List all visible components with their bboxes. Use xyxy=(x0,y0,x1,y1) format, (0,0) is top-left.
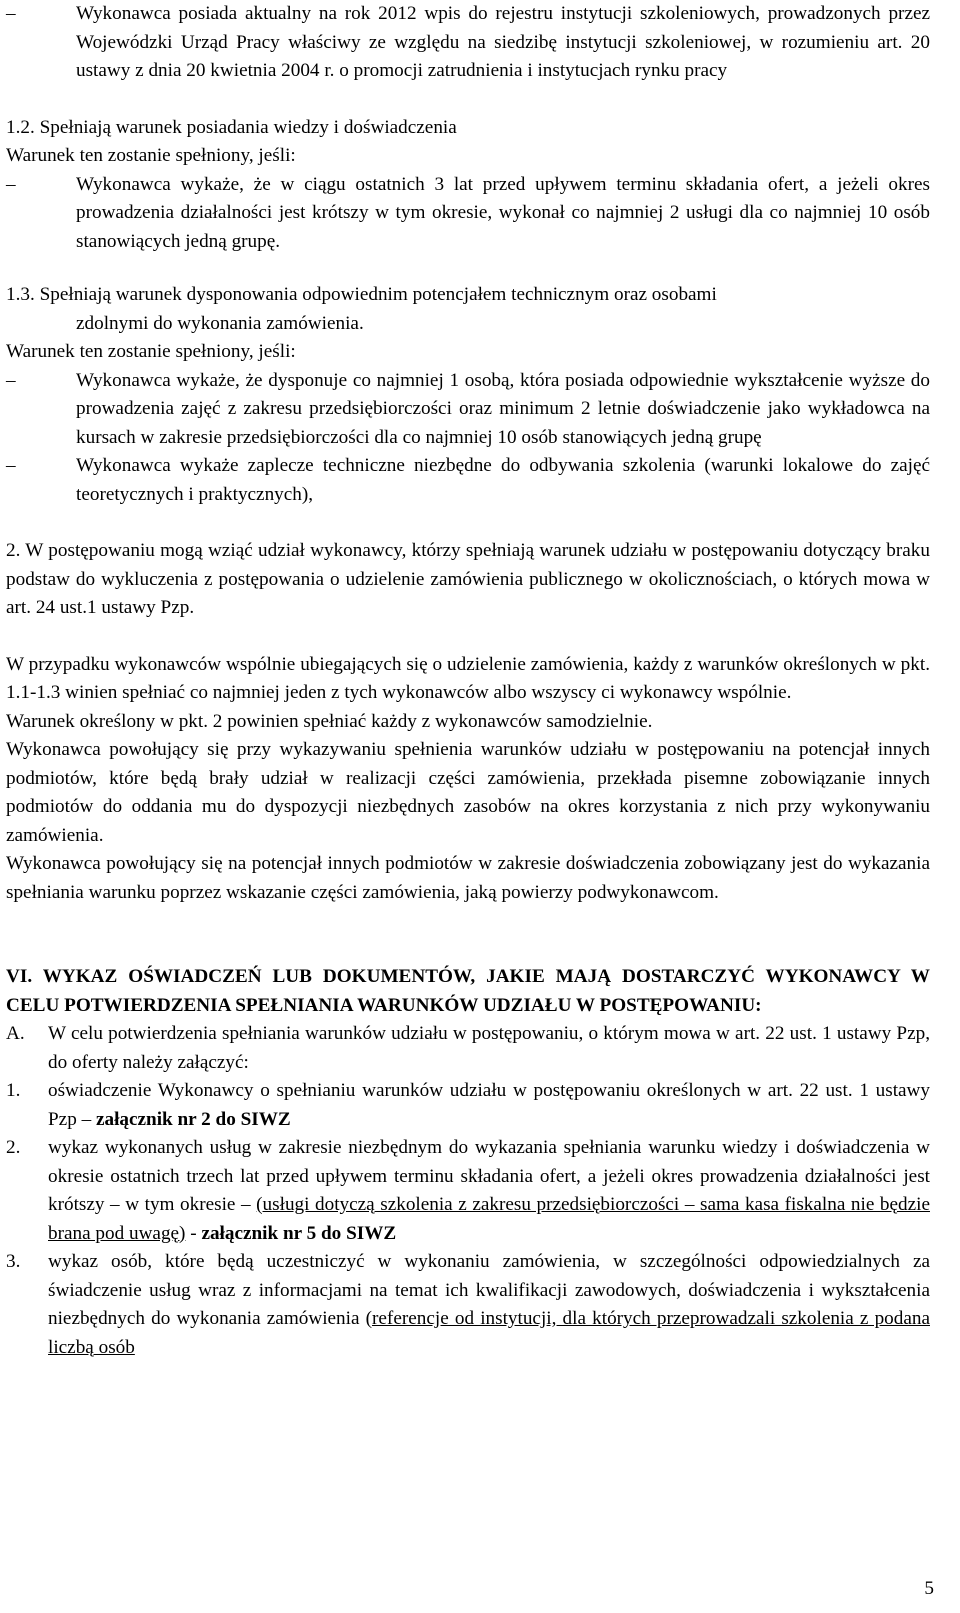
list-marker: 2. xyxy=(6,1137,21,1158)
list-item-text: Wykonawca posiada aktualny na rok 2012 wpis do rejestru instytucji szkoleniowych, prowadzonych przez Wojewódzki Urząd Pracy właściwy ze względu na siedzibę instytucji szkoleniowej, w rozumieniu art. 20 ustawy z dnia 20 kwietnia 2004 r. o promocji zatrudnienia i instytucjach rynku pracy xyxy=(76,3,930,81)
list-item xyxy=(6,1020,930,1077)
list-item-text xyxy=(48,1077,930,1134)
item-text: oświadczenie Wykonawcy o spełnianiu warunków udziału w postępowaniu określonych w art. 22 ust. 1 ustawy Pzp – xyxy=(48,1080,930,1130)
joint-paragraph: Wykonawca powołujący się przy wykazywaniu spełnienia warunków udziału w postępowaniu na potencjał innych podmiotów, które będą brały udział w realizacji części zamówienia, przekłada pisemne zobowiązanie innych podmiotów do oddania mu do dyspozycji niezbędnych zasobów na okres korzystania z nich przy wykonywaniu zamówienia. xyxy=(6,739,930,846)
list-item xyxy=(6,367,930,453)
section-2-paragraph: 2. W postępowaniu mogą wziąć udział wykonawcy, którzy spełniają warunek udziału w postępowaniu dotyczący braku podstaw do wykluczenia z postępowania o udzielenie zamówienia publicznego w okolicznościach, o których mowa w art. 24 ust.1 ustawy Pzp. xyxy=(6,540,930,618)
list-item-text: Wykonawca wykaże, że w ciągu ostatnich 3 lat przed upływem terminu składania ofert, a jeżeli okres prowadzenia działalności jest krótszy w tym okresie, wykonał co najmniej 2 usługi dla co najmniej 10 osób stanowiących jedną grupę. xyxy=(76,173,930,252)
attachment-ref: załącznik nr 5 do SIWZ xyxy=(201,1222,397,1244)
document-page xyxy=(6,0,930,1362)
list-item-text: Wykonawca wykaże zaplecze techniczne niezbędne do odbywania szkolenia (warunki lokalowe do zajęć teoretycznych i praktycznych), xyxy=(76,455,930,505)
list-marker: 3. xyxy=(6,1251,21,1272)
list-item xyxy=(6,452,930,509)
separator: - xyxy=(185,1222,202,1244)
list-item xyxy=(6,1248,930,1362)
list-marker: 1. xyxy=(6,1080,21,1101)
joint-paragraph: Warunek określony w pkt. 2 powinien spełniać każdy z wykonawców samodzielnie. xyxy=(6,710,653,732)
list-item-text: W celu potwierdzenia spełniania warunków udziału w postępowaniu, o którym mowa w art. 22 ust. 1 ustawy Pzp, do oferty należy załączyć: xyxy=(48,1023,930,1073)
list-marker: A. xyxy=(6,1023,25,1044)
attachment-ref: załącznik nr 2 do SIWZ xyxy=(95,1108,291,1130)
dash-marker: – xyxy=(6,3,16,24)
section-1-2-intro: Warunek ten zostanie spełniony, jeśli: xyxy=(6,145,296,166)
list-item-text xyxy=(48,1248,930,1362)
section-1-3-title: 1.3. Spełniają warunek dysponowania odpowiednim potencjałem technicznym oraz osobami xyxy=(6,284,717,305)
page-number: 5 xyxy=(924,1578,934,1599)
dash-marker: – xyxy=(6,369,16,391)
item-text: wykaz osób, które będą uczestniczyć w wykonaniu zamówienia, w szczególności odpowiedzialnych za świadczenie usług wraz z informacjami na temat ich kwalifikacji zawodowych, doświadczenia i wykształcenia niezbędnych do wykonania zamówienia ( xyxy=(48,1251,930,1329)
list-item-text xyxy=(48,1134,930,1248)
list-item xyxy=(6,1134,930,1248)
underlined-note: referencje od instytucji, dla których przeprowadzali szkolenia z podana liczbą osób xyxy=(48,1308,930,1358)
dash-marker: – xyxy=(6,173,16,195)
dash-marker: – xyxy=(6,455,16,476)
item-text: wykaz wykonanych usług w zakresie niezbędnym do wykazania spełniania warunku wiedzy i doświadczenia w okresie ostatnich trzech lat przed upływem terminu składania ofert, a jeżeli okres prowadzenia działalności jest krótszy – w tym okresie – xyxy=(48,1137,930,1215)
section-1-3-intro: Warunek ten zostanie spełniony, jeśli: xyxy=(6,341,296,362)
section-1-3-title-cont: zdolnymi do wykonania zamówienia. xyxy=(76,312,364,334)
list-item xyxy=(6,171,930,257)
list-item xyxy=(6,1077,930,1134)
list-item-text: Wykonawca wykaże, że dysponuje co najmniej 1 osobą, która posiada odpowiednie wykształcenie wyższe do prowadzenia zajęć z zakresu przedsiębiorczości oraz minimum 2 letnie doświadczenie jako wykładowca na kursach w zakresie przedsiębiorczości dla co najmniej 10 osób stanowiących jedną grupę xyxy=(76,369,930,448)
section-vi-heading: VI. WYKAZ OŚWIADCZEŃ LUB DOKUMENTÓW, JAKIE MAJĄ DOSTARCZYĆ WYKONAWCY W CELU POTWIERDZENIA SPEŁNIANIA WARUNKÓW UDZIAŁU W POSTĘPOWANIU: xyxy=(6,966,930,1016)
underlined-note: (usługi dotyczą szkolenia z zakresu przedsiębiorczości – sama kasa fiskalna nie będzie brana pod uwagę) xyxy=(48,1194,930,1244)
joint-paragraph: W przypadku wykonawców wspólnie ubiegających się o udzielenie zamówienia, każdy z warunków określonych w pkt. 1.1-1.3 winien spełniać co najmniej jeden z tych wykonawców albo wszyscy ci wykonawcy wspólnie. xyxy=(6,653,930,703)
list-item xyxy=(6,0,930,86)
joint-paragraph: Wykonawca powołujący się na potencjał innych podmiotów w zakresie doświadczenia zobowiązany jest do wykazania spełniania warunku poprzez wskazanie części zamówienia, jaką powierzy podwykonawcom. xyxy=(6,853,930,903)
section-1-2-title: 1.2. Spełniają warunek posiadania wiedzy i doświadczenia xyxy=(6,116,457,138)
